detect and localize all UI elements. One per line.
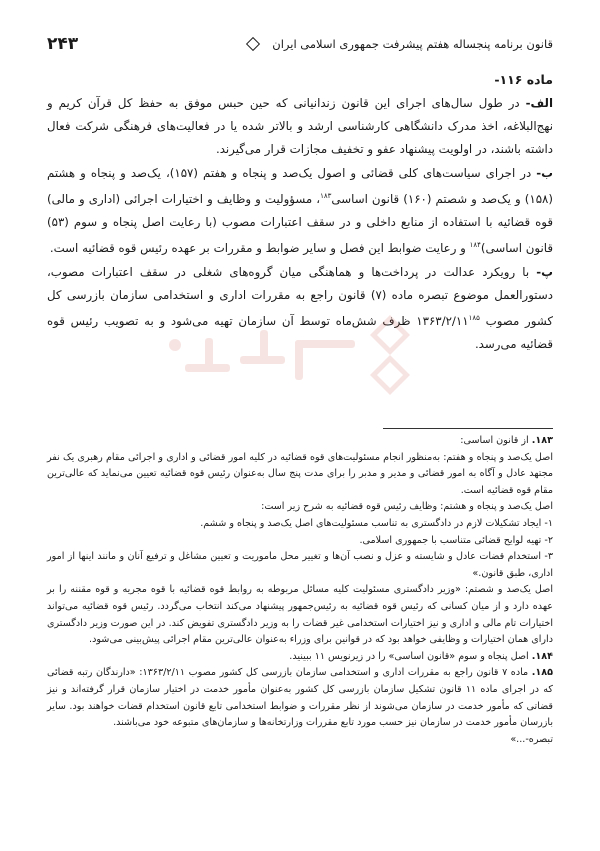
page-number: ۲۴۳ (47, 34, 79, 54)
clause-label: پ- (536, 264, 553, 279)
footnote-line: ۱- ایجاد تشکیلات لازم در دادگستری به تناسب مسئولیت‌های اصل یک‌صد و پنجاه و ششم. (200, 517, 553, 529)
footnote-line: ۳- استخدام قضات عادل و شایسته و عزل و نصب آن‌ها و تغییر محل ماموریت و تعیین مشاغل و ترفیع آنان و مانند اینها از امور اداری، طبق قانون.» (47, 551, 553, 579)
clause-text: در طول سال‌های اجرای این قانون زندانیانی که حین حبس موفق به حفظ کل قرآن کریم و نهج‌البلاغه، اخذ مدرک دانشگاهی کارشناسی ارشد و بالاتر شده یا در فعالیت‌های فرهنگی شرکت فعال داشته باشند، در اولویت پیشنهاد عفو و تخفیف مجازات قرار می‌گیرند. (47, 96, 553, 156)
footnote-183 (47, 433, 553, 450)
footnote-text: از قانون اساسی: (460, 435, 532, 446)
running-title (248, 37, 553, 51)
clause-be (47, 162, 553, 260)
clause-text: با رویکرد عدالت در پرداخت‌ها و هماهنگی میان گروه‌های شغلی در سقف اعتبارات مصوب، دستورالعمل موضوع تبصره ماده (۷) قانون راجع به مقررات اداری و استخدامی سازمان بازرسی کل کشور مصوب ۱۳۶۳/۲/۱۱ (47, 264, 553, 328)
footnote-text: ماده ۷ قانون راجع به مقررات اداری و استخدامی سازمان بازرسی کل کشور مصوب ۱۳۶۳/۲/۱۱: «دارندگان رتبه قضائی که در اجرای ماده ۱۱ قانون تشکیل سازمان بازرسی کل کشور به‌عنوان مأمور خدمت در اختیار سازمان قرار گرفته‌اند و نیز قضاتی که مأمور خدمت در سازمان می‌شوند از نظر مقررات و ضوابط استخدامی تابع قانون استخدام قضات خواهند بود. سایر بازرسان مأمور خدمت در سازمان نیز حسب مورد تابع مقررات وزارتخانه‌ها و سازمان‌های متبوعه خود می‌باشند. (47, 667, 553, 729)
footnote-number: ۱۸۴. (531, 650, 553, 662)
article-title: ماده ۱۱۶- (494, 72, 553, 87)
publisher-watermark-logo (145, 290, 455, 410)
clause-text: در اجرای سیاست‌های کلی قضائی و اصول یک‌صد و پنجاه و هفتم (۱۵۷)، یک‌صد و پنجاه و هشتم (۱۵۸) و یک‌صد و شصتم (۱۶۰) قانون اساسی (47, 166, 553, 206)
footnote-184 (47, 649, 553, 666)
clause-text: ، مسؤولیت و وظایف و اختیارات اجرائی (اداری و مالی) قوه قضائیه با استفاده از منابع داخلی و در سقف اعتبارات مصوب (با رعایت اصل پنجاه و سوم (۵۳) قانون اساسی) (47, 191, 553, 255)
clause-label: ب- (536, 166, 553, 180)
clause-text: ظرف شش‌ماه توسط آن سازمان تهیه می‌شود و به تصویب رئیس قوه قضائیه می‌رسد. (47, 313, 553, 351)
footnote-number: ۱۸۵. (531, 667, 553, 679)
page-header (47, 30, 553, 58)
footnote-line: تبصره-...» (510, 733, 553, 745)
footnote-line: اصل یک‌صد و پنجاه و هشتم: وظایف رئیس قوه قضائیه به شرح زیر است: (261, 501, 553, 513)
footnote-line: اصل یک‌صد و پنجاه و هفتم: به‌منظور انجام مسئولیت‌های قوه قضائیه در کلیه امور قضائی و اداری و اجرائی مقام رهبری یک نفر مجتهد عادل و آگاه به امور قضائی و مدیر و مدبر را برای مدت پنج سال به‌عنوان رئیس قوه قضائیه تعیین می‌نماید که عالی‌ترین مقام قوه قضائیه است. (47, 451, 553, 496)
footnote-text: اصل پنجاه و سوم «قانون اساسی» را در زیرنویس ۱۱ ببینید. (289, 650, 532, 662)
footnote-185 (47, 665, 553, 731)
footnote-separator (383, 428, 553, 429)
diamond-ornament-icon (246, 37, 260, 51)
clause-label: الف- (525, 96, 553, 110)
footnote-line: ۲- تهیه لوایح قضائی متناسب با جمهوری اسلامی. (359, 534, 553, 546)
clause-alef (47, 92, 553, 161)
footnote-ref[interactable]: ۱۸۴ (469, 240, 481, 249)
footnote-line: اصل یک‌صد و شصتم: «وزیر دادگستری مسئولیت کلیه مسائل مربوطه به روابط قوه قضائیه با قوه مجریه و قوه مقننه را بر عهده دارد و از میان کسانی که رئیس قوه قضائیه به رئیس‌جمهور پیشنهاد می‌کند انتخاب می‌گردد. رئیس قوه قضائیه می‌تواند اختیارات تام مالی و اداری و نیز اختیارات استخدامی غیر قضات را به وزیر دادگستری تفویض کند. در این صورت وزیر دادگستری دارای همان اختیارات و وظایفی خواهد بود که در قوانین برای وزراء به‌عنوان عالی‌ترین مقام اجرائی پیش‌بینی می‌شود. (47, 584, 553, 646)
running-title-text: قانون برنامه پنجساله هفتم پیشرفت جمهوری اسلامی ایران (272, 37, 553, 51)
footnote-ref[interactable]: ۱۸۵ (468, 313, 480, 322)
footnote-ref[interactable]: ۱۸۳ (320, 192, 332, 200)
clause-text: و رعایت ضوابط این فصل و سایر ضوابط و مقررات بر عهده رئیس قوه قضائیه است. (49, 240, 470, 255)
footnotes (47, 433, 553, 748)
footnote-number: ۱۸۳. (531, 435, 553, 446)
